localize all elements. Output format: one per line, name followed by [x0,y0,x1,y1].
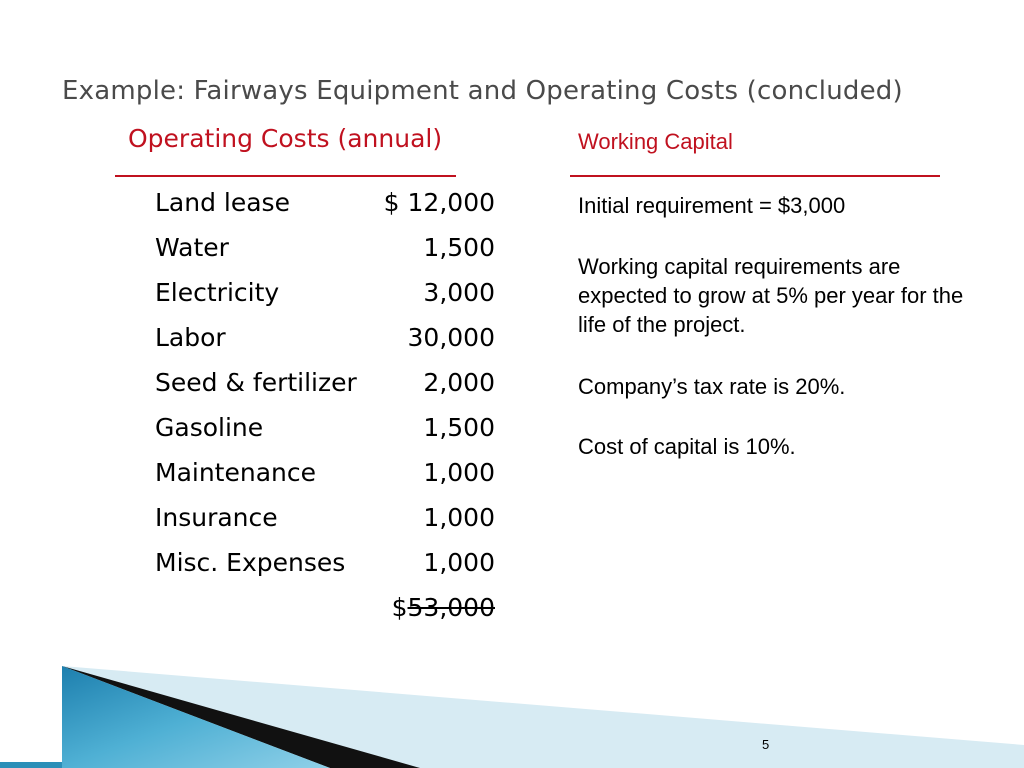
cost-item-label: Labor [155,323,226,352]
cost-item-amount: 2,000 [423,368,495,397]
cost-row [155,453,495,498]
slide-title: Example: Fairways Equipment and Operating Costs (concluded) [62,76,903,106]
cost-row [155,318,495,363]
cost-row [155,273,495,318]
cost-row [155,408,495,453]
page-number: 5 [762,737,770,752]
teal-footer-bar [0,762,62,768]
cost-item-label: Land lease [155,188,290,217]
working-capital-heading: Working Capital [578,129,733,154]
cost-row [155,363,495,408]
total-row [155,588,495,633]
cost-row [155,183,495,228]
cost-row [155,228,495,273]
cost-item-label: Insurance [155,503,278,532]
cost-item-label: Gasoline [155,413,264,442]
decorative-corner-graphic [0,640,1024,768]
cost-item-amount: 1,000 [423,503,495,532]
cost-row [155,498,495,543]
initial-requirement-text: Initial requirement = $3,000 [578,193,846,218]
cost-item-amount: $ 12,000 [383,188,495,217]
operating-costs-table [155,183,495,633]
cost-item-amount: 1,000 [423,458,495,487]
cost-item-label: Maintenance [155,458,316,487]
tax-rate-text: Company’s tax rate is 20%. [578,374,846,399]
cost-item-amount: 30,000 [407,323,495,352]
working-capital-underline [570,175,940,177]
cost-item-amount: 1,500 [423,233,495,262]
cost-item-label: Misc. Expenses [155,548,346,577]
operating-costs-underline [115,175,456,177]
cost-row [155,543,495,588]
cost-item-label: Water [155,233,229,262]
cost-item-amount: 1,000 [423,548,495,577]
cost-item-amount: 3,000 [423,278,495,307]
total-currency-symbol: $ [391,593,408,622]
cost-of-capital-text: Cost of capital is 10%. [578,434,796,459]
cost-item-label: Electricity [155,278,280,307]
cost-item-amount: 1,500 [423,413,495,442]
operating-costs-heading: Operating Costs (annual) [128,124,443,153]
cost-item-label: Seed & fertilizer [155,368,357,397]
total-amount [392,593,495,622]
total-value: 53,000 [407,593,495,622]
growth-text: Working capital requirements are expected to grow at 5% per year for the life of the project. [578,254,964,337]
